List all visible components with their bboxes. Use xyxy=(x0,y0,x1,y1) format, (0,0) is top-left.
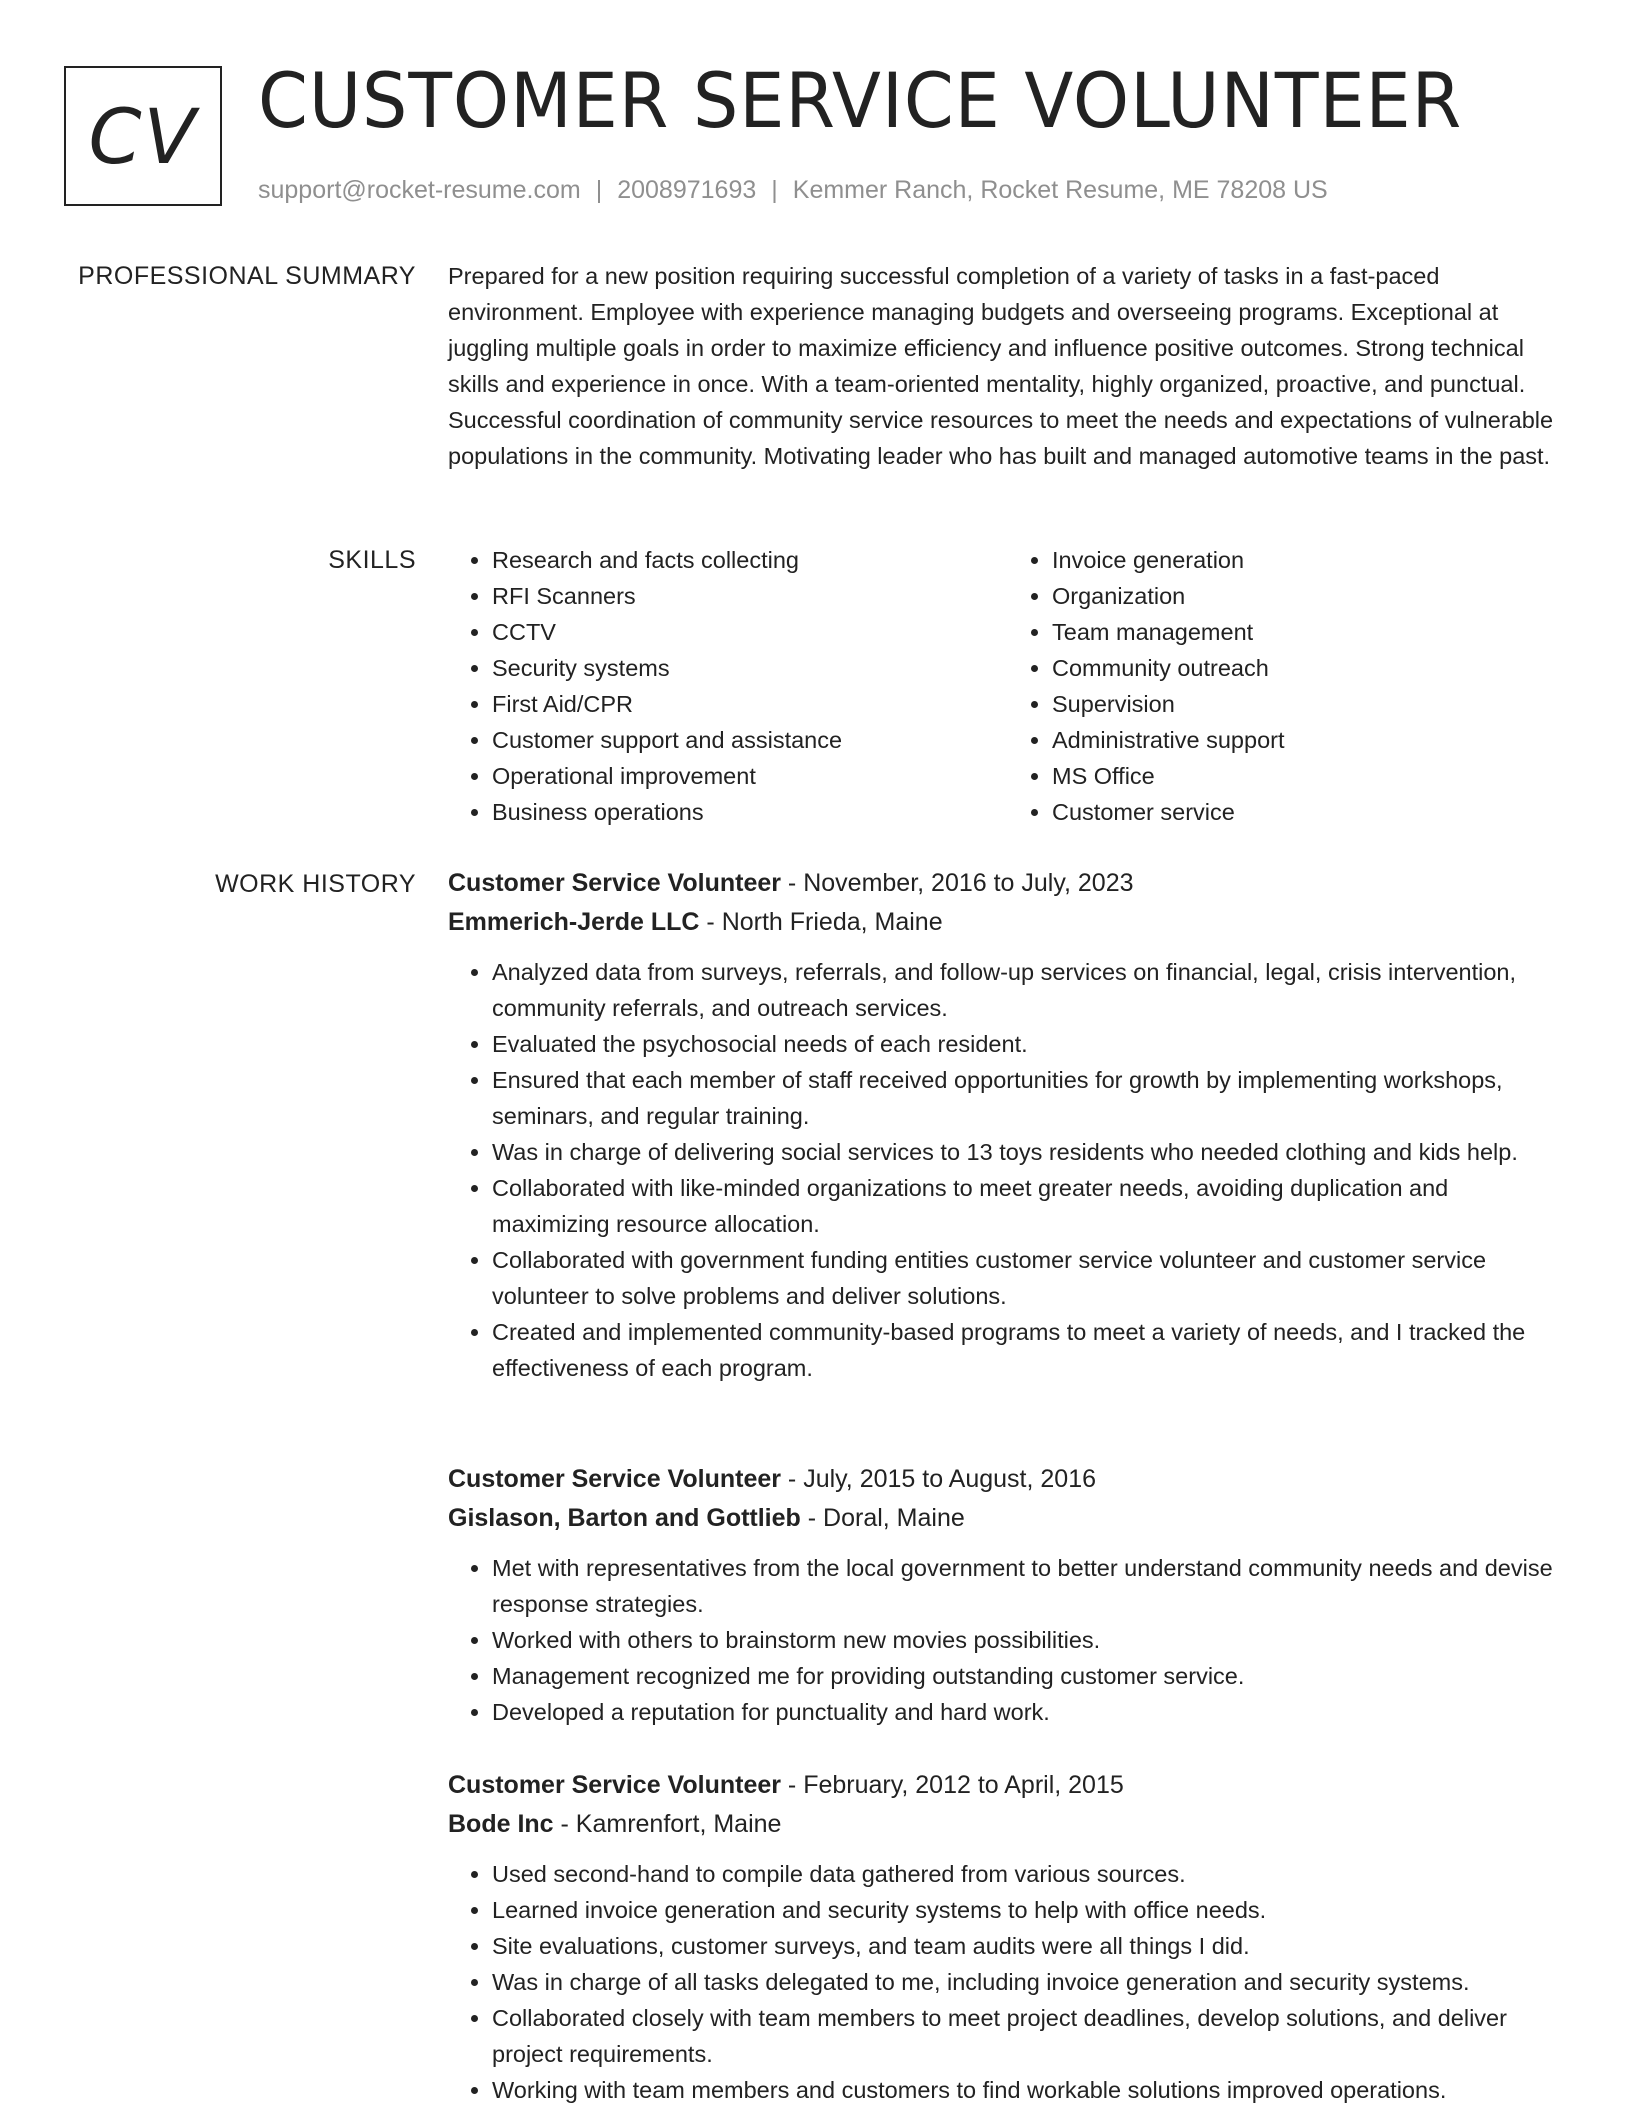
job-company: Emmerich-Jerde LLC xyxy=(448,908,700,936)
job-bullet: • Working with team members and customers to find workable solutions improved operations. xyxy=(492,2072,1568,2108)
job-bullets xyxy=(448,1856,1568,2108)
skill-item: • CCTV xyxy=(492,614,1008,650)
job-bullet: • Created and implemented community-based programs to meet a variety of needs, and I tracked the effectiveness of each program. xyxy=(492,1314,1568,1386)
job-company: Gislason, Barton and Gottlieb xyxy=(448,1504,801,1532)
job-title: Customer Service Volunteer xyxy=(448,1771,781,1799)
job-bullet: • Management recognized me for providing outstanding customer service. xyxy=(492,1658,1568,1694)
skill-item: • Administrative support xyxy=(1052,722,1568,758)
job-company-line: Gislason, Barton and Gottlieb - Doral, Maine xyxy=(448,1504,965,1532)
summary-text: Prepared for a new position requiring successful completion of a variety of tasks in a fast-paced environment. Employee with experience managing budgets and overseeing programs. Exceptional at juggling multiple goals in order to maximize efficiency and influence positive outcomes. Strong technical skills and experience in once. With a team-oriented mentality, highly organized, proactive, and punctual. Successful coordination of community service resources to meet the needs and expectations of vulnerable populations in the community. Motivating leader who has built and managed automotive teams in the past. xyxy=(448,263,1554,469)
job-title-line: Customer Service Volunteer - July, 2015 to August, 2016 xyxy=(448,1465,1097,1493)
job-title: Customer Service Volunteer xyxy=(448,1465,781,1493)
skill-item: • MS Office xyxy=(1052,758,1568,794)
skill-item: • Customer service xyxy=(1052,794,1568,830)
section-heading: SKILLS xyxy=(328,546,416,574)
job-bullet: • Was in charge of all tasks delegated to me, including invoice generation and security systems. xyxy=(492,1964,1568,2000)
job-bullet: • Used second-hand to compile data gathered from various sources. xyxy=(492,1856,1568,1892)
resume-title: CUSTOMER SERVICE VOLUNTEER xyxy=(258,56,1463,145)
job-entry xyxy=(448,1766,1568,2108)
skill-item: • Business operations xyxy=(492,794,1008,830)
job-bullet: • Collaborated closely with team members to meet project deadlines, develop solutions, and deliver project requirements. xyxy=(492,2000,1568,2072)
job-dates: November, 2016 to July, 2023 xyxy=(803,869,1134,897)
skill-item: • Team management xyxy=(1052,614,1568,650)
skill-item: • Research and facts collecting xyxy=(492,542,1008,578)
contact-separator: | xyxy=(595,176,603,204)
job-bullet: • Analyzed data from surveys, referrals, and follow-up services on financial, legal, crisis intervention, community referrals, and outreach services. xyxy=(492,954,1568,1026)
section-heading: PROFESSIONAL SUMMARY xyxy=(78,262,416,290)
job-location: Doral, Maine xyxy=(823,1504,965,1532)
contact-line xyxy=(258,176,1328,205)
job-company: Bode Inc xyxy=(448,1810,554,1838)
job-bullet: • Collaborated with like-minded organizations to meet greater needs, avoiding duplication and maximizing resource allocation. xyxy=(492,1170,1568,1242)
skill-item: • RFI Scanners xyxy=(492,578,1008,614)
job-title-line: Customer Service Volunteer - February, 2012 to April, 2015 xyxy=(448,1771,1124,1799)
skills-list-left xyxy=(448,542,1008,830)
job-bullet: • Met with representatives from the local government to better understand community needs and devise response strategies. xyxy=(492,1550,1568,1622)
job-company-line: Bode Inc - Kamrenfort, Maine xyxy=(448,1810,782,1838)
skill-item: • Customer support and assistance xyxy=(492,722,1008,758)
job-dates: July, 2015 to August, 2016 xyxy=(803,1465,1097,1493)
job-bullet: • Was in charge of delivering social services to 13 toys residents who needed clothing and kids help. xyxy=(492,1134,1568,1170)
job-dates: February, 2012 to April, 2015 xyxy=(803,1771,1124,1799)
job-location: Kamrenfort, Maine xyxy=(575,1810,782,1838)
contact-address: Kemmer Ranch, Rocket Resume, ME 78208 US xyxy=(792,176,1328,204)
job-bullet: • Worked with others to brainstorm new movies possibilities. xyxy=(492,1622,1568,1658)
skill-item: • First Aid/CPR xyxy=(492,686,1008,722)
contact-separator: | xyxy=(771,176,778,204)
job-company-line: Emmerich-Jerde LLC - North Frieda, Maine xyxy=(448,908,943,936)
skills-list-right xyxy=(1008,542,1568,830)
skills-grid xyxy=(448,542,1568,830)
job-bullet: • Learned invoice generation and security systems to help with office needs. xyxy=(492,1892,1568,1928)
job-entry xyxy=(448,864,1568,1386)
job-title-line: Customer Service Volunteer - November, 2016 to July, 2023 xyxy=(448,869,1134,897)
job-bullet: • Collaborated with government funding entities customer service volunteer and customer service volunteer to solve problems and deliver solutions. xyxy=(492,1242,1568,1314)
job-bullets xyxy=(448,954,1568,1386)
skill-item: • Supervision xyxy=(1052,686,1568,722)
skill-item: • Community outreach xyxy=(1052,650,1568,686)
skill-item: • Security systems xyxy=(492,650,1008,686)
job-bullet: • Developed a reputation for punctuality and hard work. xyxy=(492,1694,1568,1730)
job-entry xyxy=(448,1460,1568,1730)
job-bullet: • Site evaluations, customer surveys, and team audits were all things I did. xyxy=(492,1928,1568,1964)
job-bullet: • Evaluated the psychosocial needs of each resident. xyxy=(492,1026,1568,1062)
job-bullets xyxy=(448,1550,1568,1730)
section-heading: WORK HISTORY xyxy=(215,870,416,898)
monogram-logo: CV xyxy=(64,66,222,206)
contact-email[interactable]: support@rocket-resume.com xyxy=(258,176,581,204)
contact-phone[interactable]: 2008971693 xyxy=(617,176,757,204)
job-bullet: • Ensured that each member of staff received opportunities for growth by implementing workshops, seminars, and regular training. xyxy=(492,1062,1568,1134)
job-location: North Frieda, Maine xyxy=(721,908,943,936)
job-title: Customer Service Volunteer xyxy=(448,869,781,897)
skill-item: • Organization xyxy=(1052,578,1568,614)
skill-item: • Operational improvement xyxy=(492,758,1008,794)
skill-item: • Invoice generation xyxy=(1052,542,1568,578)
